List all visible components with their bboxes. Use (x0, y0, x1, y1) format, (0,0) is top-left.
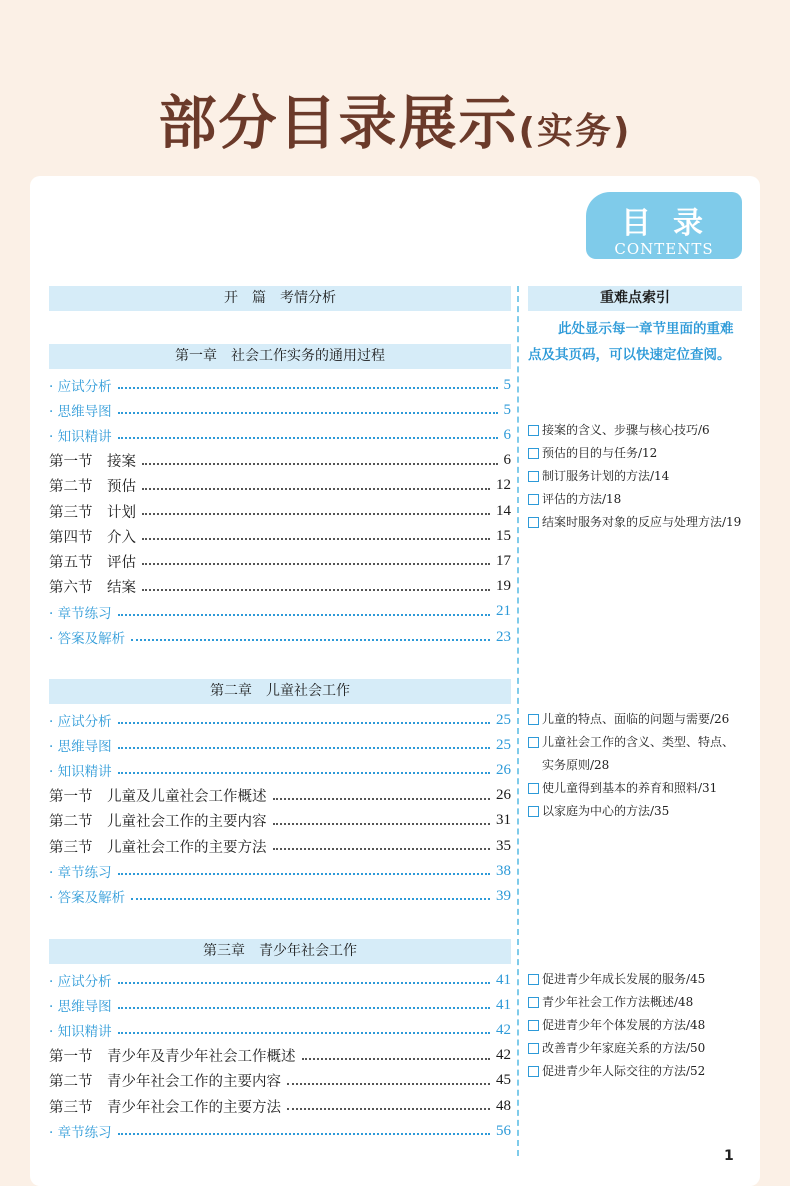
toc-entry[interactable] (49, 499, 511, 523)
toc-dot-leader (302, 1058, 491, 1060)
contents-badge-title: 目录 (621, 206, 725, 241)
checkbox-icon (528, 783, 539, 794)
toc-entry-title: 第四节 介入 (49, 529, 136, 546)
toc-dot-leader (142, 488, 490, 490)
toc-entry[interactable] (49, 859, 511, 883)
toc-dot-leader (273, 798, 491, 800)
toc-entry-page: 6 (503, 452, 511, 469)
toc-entry-page: 5 (503, 401, 511, 418)
checkbox-icon (528, 714, 539, 725)
index-item-label: 预估的目的与任务/12 (542, 446, 658, 460)
toc-entry[interactable] (49, 449, 511, 473)
toc-entry-title: · 答案及解析 (49, 890, 126, 907)
toc-entry-title: 第六节 结案 (49, 580, 136, 597)
toc-entry-page: 45 (496, 1072, 511, 1089)
toc-entry-page: 6 (503, 426, 511, 443)
toc-dot-leader (118, 772, 490, 774)
column-divider (517, 286, 519, 1156)
toc-entry[interactable] (49, 809, 511, 833)
index-item[interactable] (528, 488, 743, 511)
toc-dot-leader (142, 538, 490, 540)
index-item-label: 青少年社会工作方法概述/48 (542, 995, 694, 1009)
index-item[interactable] (528, 419, 743, 442)
toc-dot-leader (118, 412, 498, 414)
toc-dot-leader (273, 823, 491, 825)
index-group-1 (528, 419, 743, 534)
toc-entry-page: 23 (496, 628, 511, 645)
toc-entry-title: 第二节 青少年社会工作的主要内容 (49, 1074, 281, 1091)
index-group-2 (528, 708, 743, 823)
toc-entry-page: 48 (496, 1097, 511, 1114)
index-item-label: 使儿童得到基本的养育和照料/31 (542, 781, 718, 795)
toc-dot-leader (118, 873, 490, 875)
toc-entry[interactable] (49, 398, 511, 422)
toc-entry[interactable] (49, 1119, 511, 1143)
index-item-label: 制订服务计划的方法/14 (542, 469, 670, 483)
index-item-label: 儿童的特点、面临的问题与需要/26 (542, 712, 730, 726)
toc-entry-title: · 思维导图 (49, 999, 112, 1016)
toc-entry-title: · 章节练习 (49, 865, 112, 882)
toc-entry-title: · 思维导图 (49, 739, 112, 756)
toc-entry[interactable] (49, 549, 511, 573)
page-title (0, 76, 790, 160)
contents-badge-subtitle: CONTENTS (614, 240, 714, 258)
contents-badge (586, 192, 742, 259)
index-item-label: 评估的方法/18 (542, 492, 622, 506)
toc-entry-page: 56 (496, 1122, 511, 1139)
index-item-label: 接案的含义、步骤与核心技巧/6 (542, 423, 710, 437)
toc-dot-leader (142, 563, 490, 565)
toc-entry-title: · 思维导图 (49, 404, 112, 421)
checkbox-icon (528, 974, 539, 985)
toc-entry[interactable] (49, 373, 511, 397)
checkbox-icon (528, 1066, 539, 1077)
toc-entry[interactable] (49, 884, 511, 908)
toc-dot-leader (118, 1133, 490, 1135)
toc-entry-page: 21 (496, 603, 511, 620)
toc-dot-leader (118, 1007, 490, 1009)
toc-entry-page: 19 (496, 578, 511, 595)
index-item[interactable] (528, 442, 743, 465)
chapter2-header: 第二章 儿童社会工作 (49, 679, 511, 704)
index-item[interactable] (528, 731, 743, 777)
toc-entry-page: 26 (496, 787, 511, 804)
index-item[interactable] (528, 1037, 743, 1060)
toc-entry-title: · 章节练习 (49, 605, 112, 622)
index-item-label: 结案时服务对象的反应与处理方法/19 (542, 515, 742, 529)
toc-entry-page: 42 (496, 1047, 511, 1064)
checkbox-icon (528, 997, 539, 1008)
chapter1-header: 第一章 社会工作实务的通用过程 (49, 344, 511, 369)
toc-entry-page: 31 (496, 812, 511, 829)
toc-entry-page: 35 (496, 837, 511, 854)
page-number: 1 (724, 1148, 734, 1164)
toc-dot-leader (131, 639, 490, 641)
index-item[interactable] (528, 991, 743, 1014)
toc-entry-title: 第二节 预估 (49, 479, 136, 496)
toc-entry-page: 26 (496, 761, 511, 778)
toc-entry-page: 25 (496, 736, 511, 753)
toc-entry-title: · 应试分析 (49, 714, 112, 730)
toc-entry[interactable] (49, 474, 511, 498)
toc-dot-leader (287, 1083, 490, 1085)
index-item[interactable] (528, 800, 743, 823)
toc-dot-leader (118, 747, 490, 749)
toc-entry[interactable] (49, 423, 511, 447)
toc-dot-leader (118, 387, 498, 389)
checkbox-icon (528, 425, 539, 436)
index-group-3 (528, 968, 743, 1083)
toc-dot-leader (273, 848, 491, 850)
toc-entry-page: 17 (496, 552, 511, 569)
toc-entry[interactable] (49, 1018, 511, 1042)
toc-entry-page: 38 (496, 862, 511, 879)
toc-dot-leader (142, 589, 490, 591)
toc-entry-title: · 应试分析 (49, 379, 112, 395)
index-item-label: 儿童社会工作的含义、类型、特点、实务原则/28 (542, 735, 735, 772)
index-item-label: 改善青少年家庭关系的方法/50 (542, 1041, 706, 1055)
index-item[interactable] (528, 777, 743, 800)
toc-dot-leader (142, 513, 490, 515)
index-item[interactable] (528, 511, 743, 534)
index-item-label: 促进青少年个体发展的方法/48 (542, 1018, 706, 1032)
toc-entry-title: · 知识精讲 (49, 1024, 112, 1041)
toc-entry-title: · 知识精讲 (49, 429, 112, 446)
chapter3-header: 第三章 青少年社会工作 (49, 939, 511, 964)
toc-entry[interactable] (49, 708, 511, 732)
toc-dot-leader (118, 722, 490, 724)
index-note: 此处显示每一章节里面的重难点及其页码，可以快速定位查阅。 (528, 321, 734, 363)
toc-entry[interactable] (49, 1044, 511, 1068)
toc-entry-title: 第一节 接案 (49, 454, 136, 471)
toc-dot-leader (118, 614, 490, 616)
index-item-label: 促进青少年成长发展的服务/45 (542, 972, 706, 986)
page-title-main: 部分目录展示 (158, 89, 519, 157)
toc-entry-page: 25 (496, 711, 511, 728)
toc-entry[interactable] (49, 733, 511, 757)
checkbox-icon (528, 517, 539, 528)
checkbox-icon (528, 448, 539, 459)
index-item[interactable] (528, 1060, 743, 1083)
toc-entry[interactable] (49, 993, 511, 1017)
toc-entry-title: 第一节 青少年及青少年社会工作概述 (49, 1049, 296, 1066)
page-title-sub: (实务) (518, 111, 632, 152)
toc-entry-page: 14 (496, 502, 511, 519)
toc-entry-page: 12 (496, 477, 511, 494)
index-item[interactable] (528, 1014, 743, 1037)
toc-entry[interactable] (49, 968, 511, 992)
toc-entry[interactable] (49, 524, 511, 548)
checkbox-icon (528, 471, 539, 482)
toc-dot-leader (118, 1032, 490, 1034)
toc-dot-leader (118, 437, 498, 439)
toc-entry-title: 第三节 计划 (49, 504, 136, 521)
opening-header: 开 篇 考情分析 (49, 286, 511, 311)
toc-entry-page: 5 (503, 376, 511, 393)
index-item[interactable] (528, 465, 743, 488)
toc-entry[interactable] (49, 758, 511, 782)
checkbox-icon (528, 737, 539, 748)
index-item[interactable] (528, 968, 743, 991)
toc-entry-title: 第二节 儿童社会工作的主要内容 (49, 814, 267, 831)
toc-dot-leader (287, 1108, 490, 1110)
toc-dot-leader (142, 463, 498, 465)
toc-entry-title: 第三节 儿童社会工作的主要方法 (49, 839, 267, 856)
toc-entry[interactable] (49, 784, 511, 808)
toc-dot-leader (118, 982, 490, 984)
toc-entry-page: 42 (496, 1021, 511, 1038)
checkbox-icon (528, 806, 539, 817)
checkbox-icon (528, 1020, 539, 1031)
toc-dot-leader (131, 898, 490, 900)
toc-entry[interactable] (49, 1069, 511, 1093)
toc-entry[interactable] (49, 575, 511, 599)
toc-entry-page: 39 (496, 887, 511, 904)
toc-entry[interactable] (49, 625, 511, 649)
index-item-label: 促进青少年人际交往的方法/52 (542, 1064, 706, 1078)
toc-entry[interactable] (49, 834, 511, 858)
toc-entry-title: 第一节 儿童及儿童社会工作概述 (49, 789, 267, 806)
toc-entry-title: 第五节 评估 (49, 554, 136, 571)
toc-entry-title: · 章节练习 (49, 1125, 112, 1142)
toc-entry-title: 第三节 青少年社会工作的主要方法 (49, 1099, 281, 1116)
toc-entry[interactable] (49, 1094, 511, 1118)
toc-entry-title: · 答案及解析 (49, 631, 126, 647)
toc-entry[interactable] (49, 600, 511, 624)
toc-entry-page: 41 (496, 996, 511, 1013)
checkbox-icon (528, 494, 539, 505)
toc-entry-title: · 知识精讲 (49, 764, 112, 781)
index-item[interactable] (528, 708, 743, 731)
toc-entry-page: 15 (496, 527, 511, 544)
toc-entry-page: 41 (496, 971, 511, 988)
checkbox-icon (528, 1043, 539, 1054)
toc-entry-title: · 应试分析 (49, 974, 112, 990)
index-item-label: 以家庭为中心的方法/35 (542, 804, 670, 818)
index-header: 重难点索引 (528, 286, 742, 311)
